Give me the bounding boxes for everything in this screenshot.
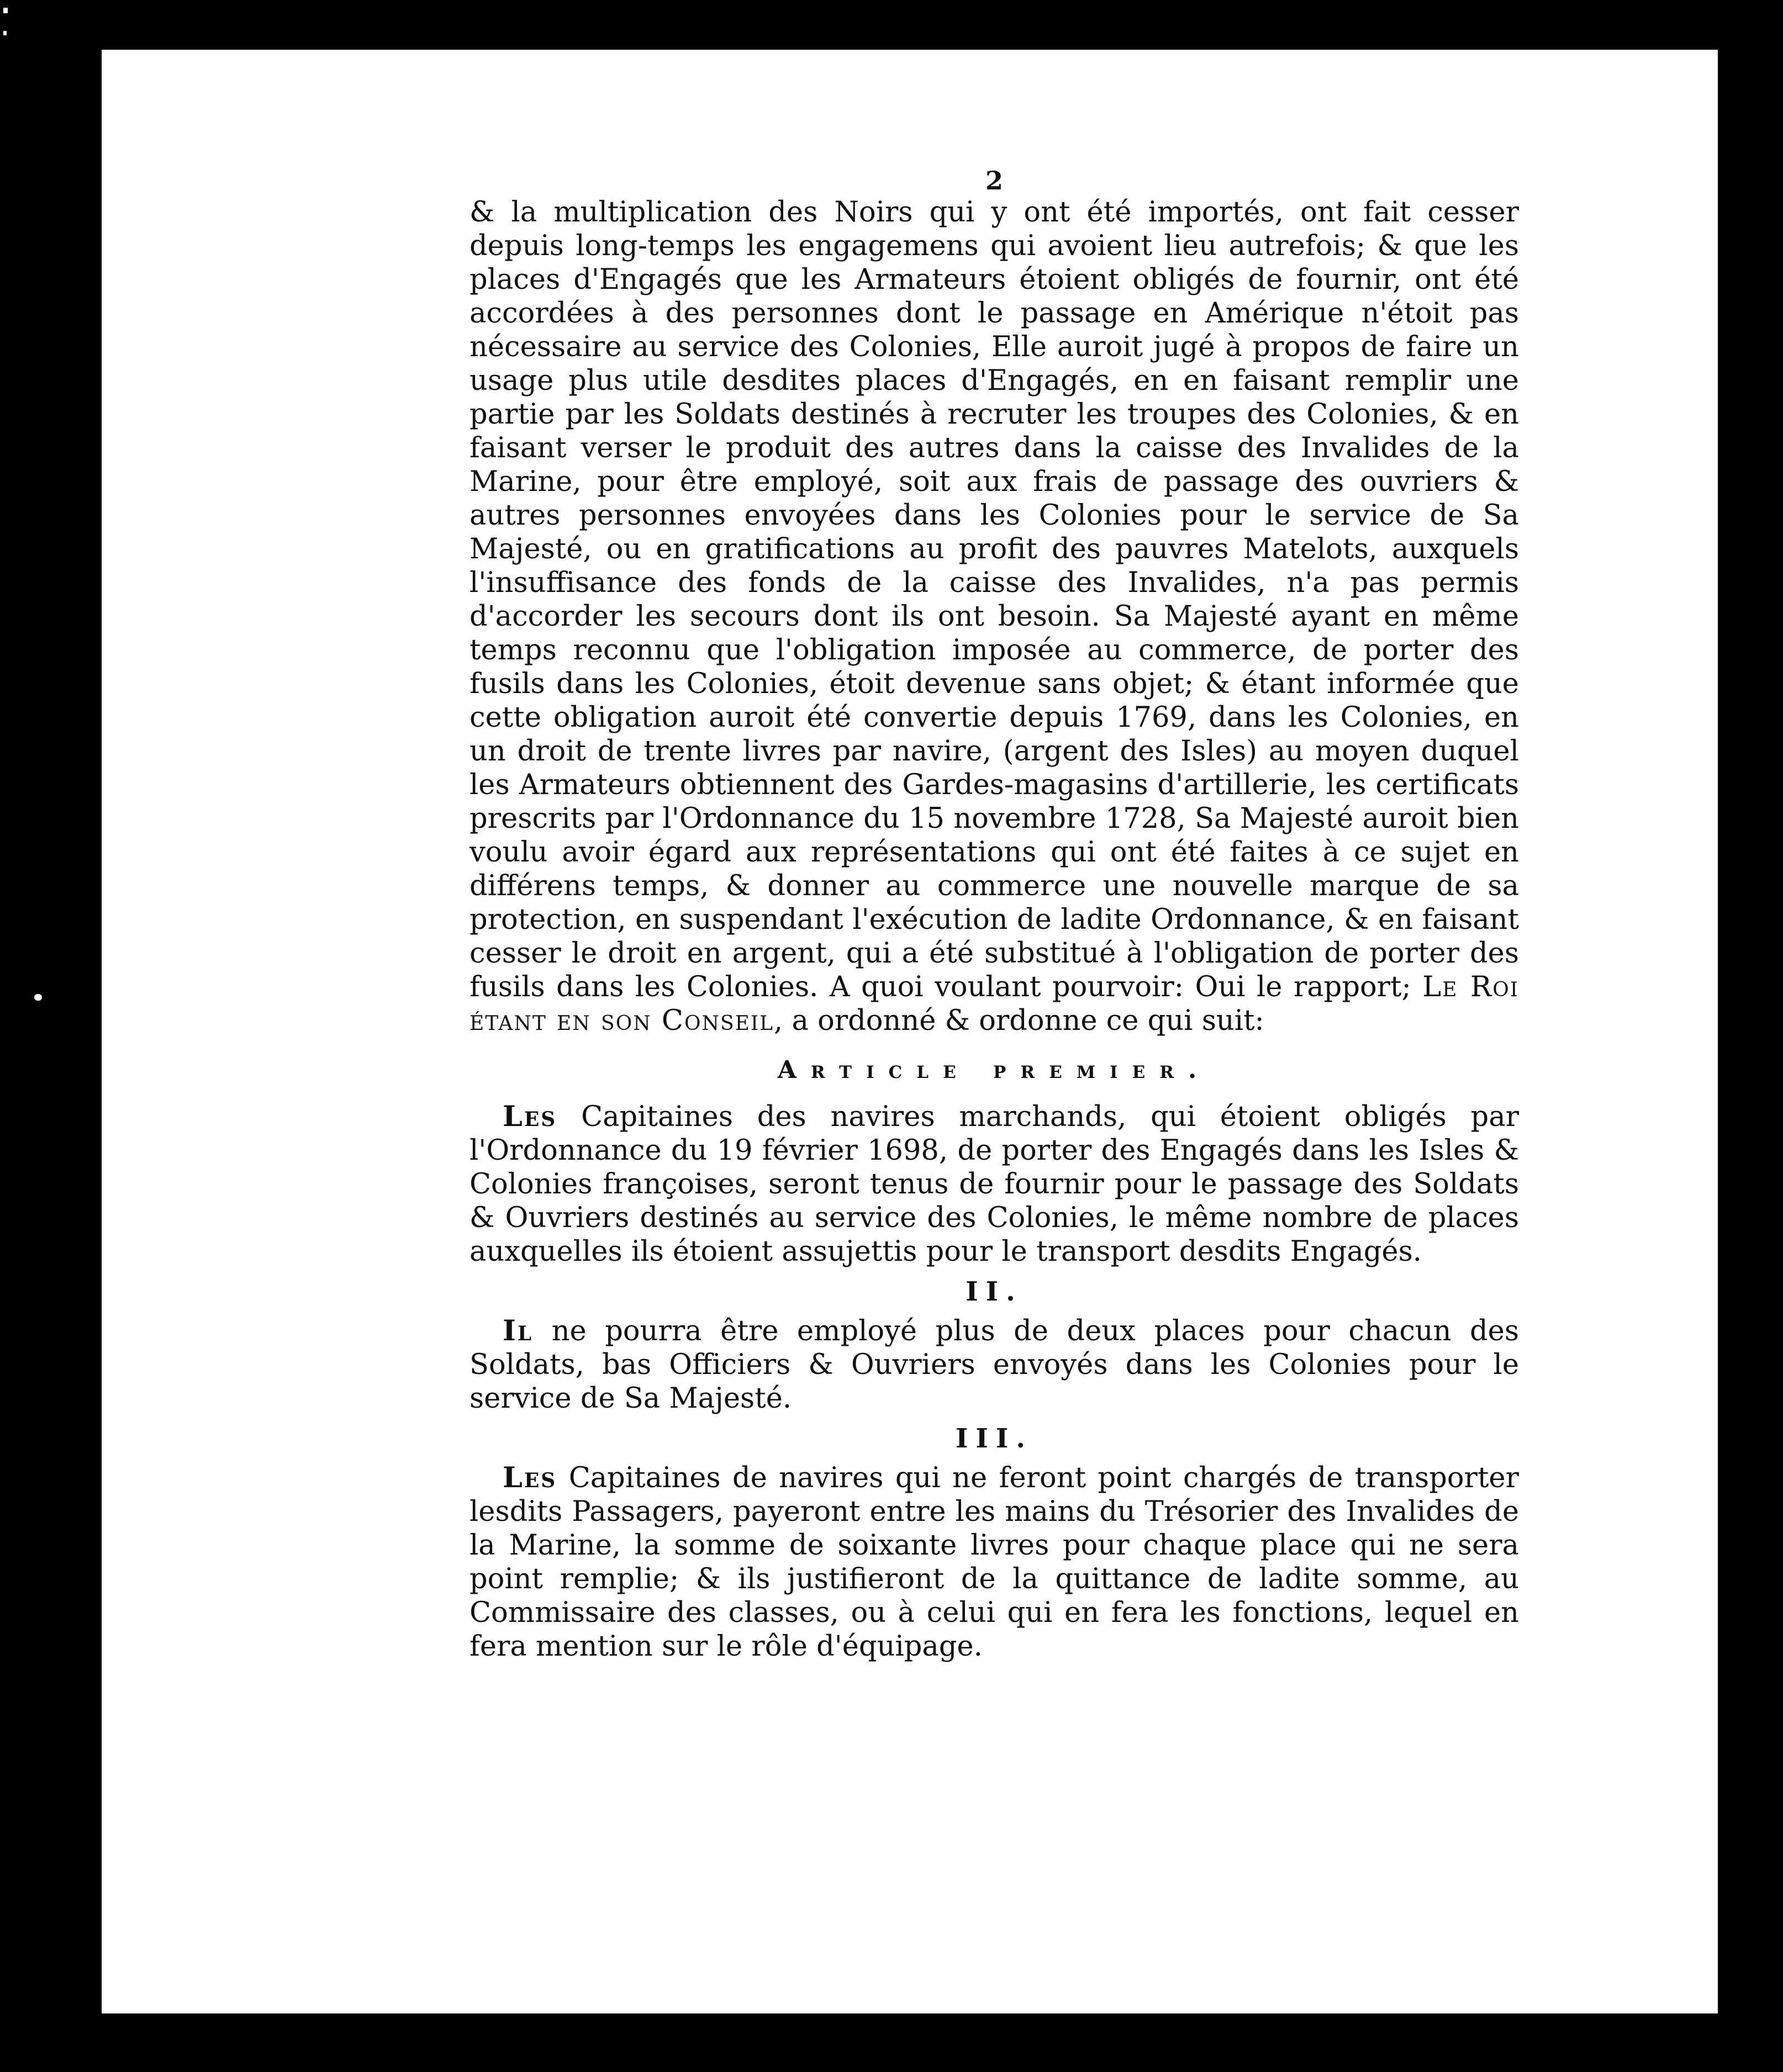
document-page	[102, 50, 1718, 2013]
king-phrase: Le Roi étant en son Conseil	[470, 971, 1519, 1037]
article-1-heading: Article premier.	[777, 1056, 1211, 1084]
article-3-paragraph	[470, 1461, 1519, 1663]
scan-speck	[3, 31, 7, 35]
article-2-text: ne pourra être employé plus de deux places pour chacun des Soldats, bas Officiers & Ouvriers envoyés dans les Colonies pour le service de Sa Majesté.	[470, 1315, 1519, 1415]
article-1-lead-word: Les	[503, 1100, 557, 1133]
article-3-text: Capitaines de navires qui ne feront point chargés de transporter lesdits Passagers, payeront entre les mains du Trésorier des Invalides de la Marine, la somme de soixante livres pour chaque place qui ne sera point remplie; & ils justifieront de la quittance de ladite somme, au Commissaire des classes, ou à celui qui en fera les fonctions, lequel en fera mention sur le rôle d'équipage.	[470, 1462, 1519, 1663]
article-2-heading: II.	[966, 1276, 1023, 1307]
article-2-lead-word: Il	[503, 1314, 534, 1347]
preamble-closing: , a ordonné & ordonne ce qui suit:	[774, 1005, 1264, 1037]
preamble-text: & la multiplication des Noirs qui y ont été importés, ont fait cesser depuis long-temps les engagemens qui avoient lieu autrefois; & que les places d'Engagés que les Armateurs étoient obligés de fournir, ont été accordées à des personnes dont le passage en Amérique n'étoit pas nécessaire au service des Colonies, Elle auroit jugé à propos de faire un usage plus utile desdites places d'Engagés, en en faisant remplir une partie par les Soldats destinés à recruter les troupes des Colonies, & en faisant verser le produit des autres dans la caisse des Invalides de la Marine, pour être employé, soit aux frais de passage des ouvriers & autres personnes envoyées dans les Colonies pour le service de Sa Majesté, ou en gratifications au profit des pauvres Matelots, auxquels l'insuffisance des fonds de la caisse des Invalides, n'a pas permis d'accorder les secours dont ils ont besoin. Sa Majesté ayant en même temps reconnu que l'obligation imposée au commerce, de porter des fusils dans les Colonies, étoit devenue sans objet; & étant informée que cette obligation auroit été convertie depuis 1769, dans les Colonies, en un droit de trente livres par navire, (argent des Isles) au moyen duquel les Armateurs obtiennent des Gardes-magasins d'artillerie, les certificats prescrits par l'Ordonnance du 15 novembre 1728, Sa Majesté auroit bien voulu avoir égard aux représentations qui ont été faites à ce sujet en différens temps, & donner au commerce une nouvelle marque de sa protection, en suspendant l'exécution de ladite Ordonnance, & en faisant cesser le droit en argent, qui a été substitué à l'obligation de porter des fusils dans les Colonies. A quoi voulant pourvoir: Oui le rapport;	[470, 196, 1519, 1003]
article-2-paragraph	[470, 1314, 1519, 1415]
scan-speck	[34, 994, 42, 1001]
preamble-paragraph	[470, 195, 1519, 1038]
article-3-lead-word: Les	[503, 1461, 557, 1494]
article-3-heading: III.	[955, 1423, 1033, 1454]
text-column	[470, 166, 1519, 1663]
article-1-paragraph	[470, 1100, 1519, 1268]
page-number: 2	[985, 166, 1003, 195]
article-1-text: Capitaines des navires marchands, qui étoient obligés par l'Ordonnance du 19 février 1698, de porter des Engagés dans les Isles & Colonies françoises, seront tenus de fournir pour le passage des Soldats & Ouvriers destinés au service des Colonies, le même nombre de places auxquelles ils étoient assujettis pour le transport desdits Engagés.	[470, 1101, 1519, 1268]
scan-speck	[3, 8, 8, 13]
